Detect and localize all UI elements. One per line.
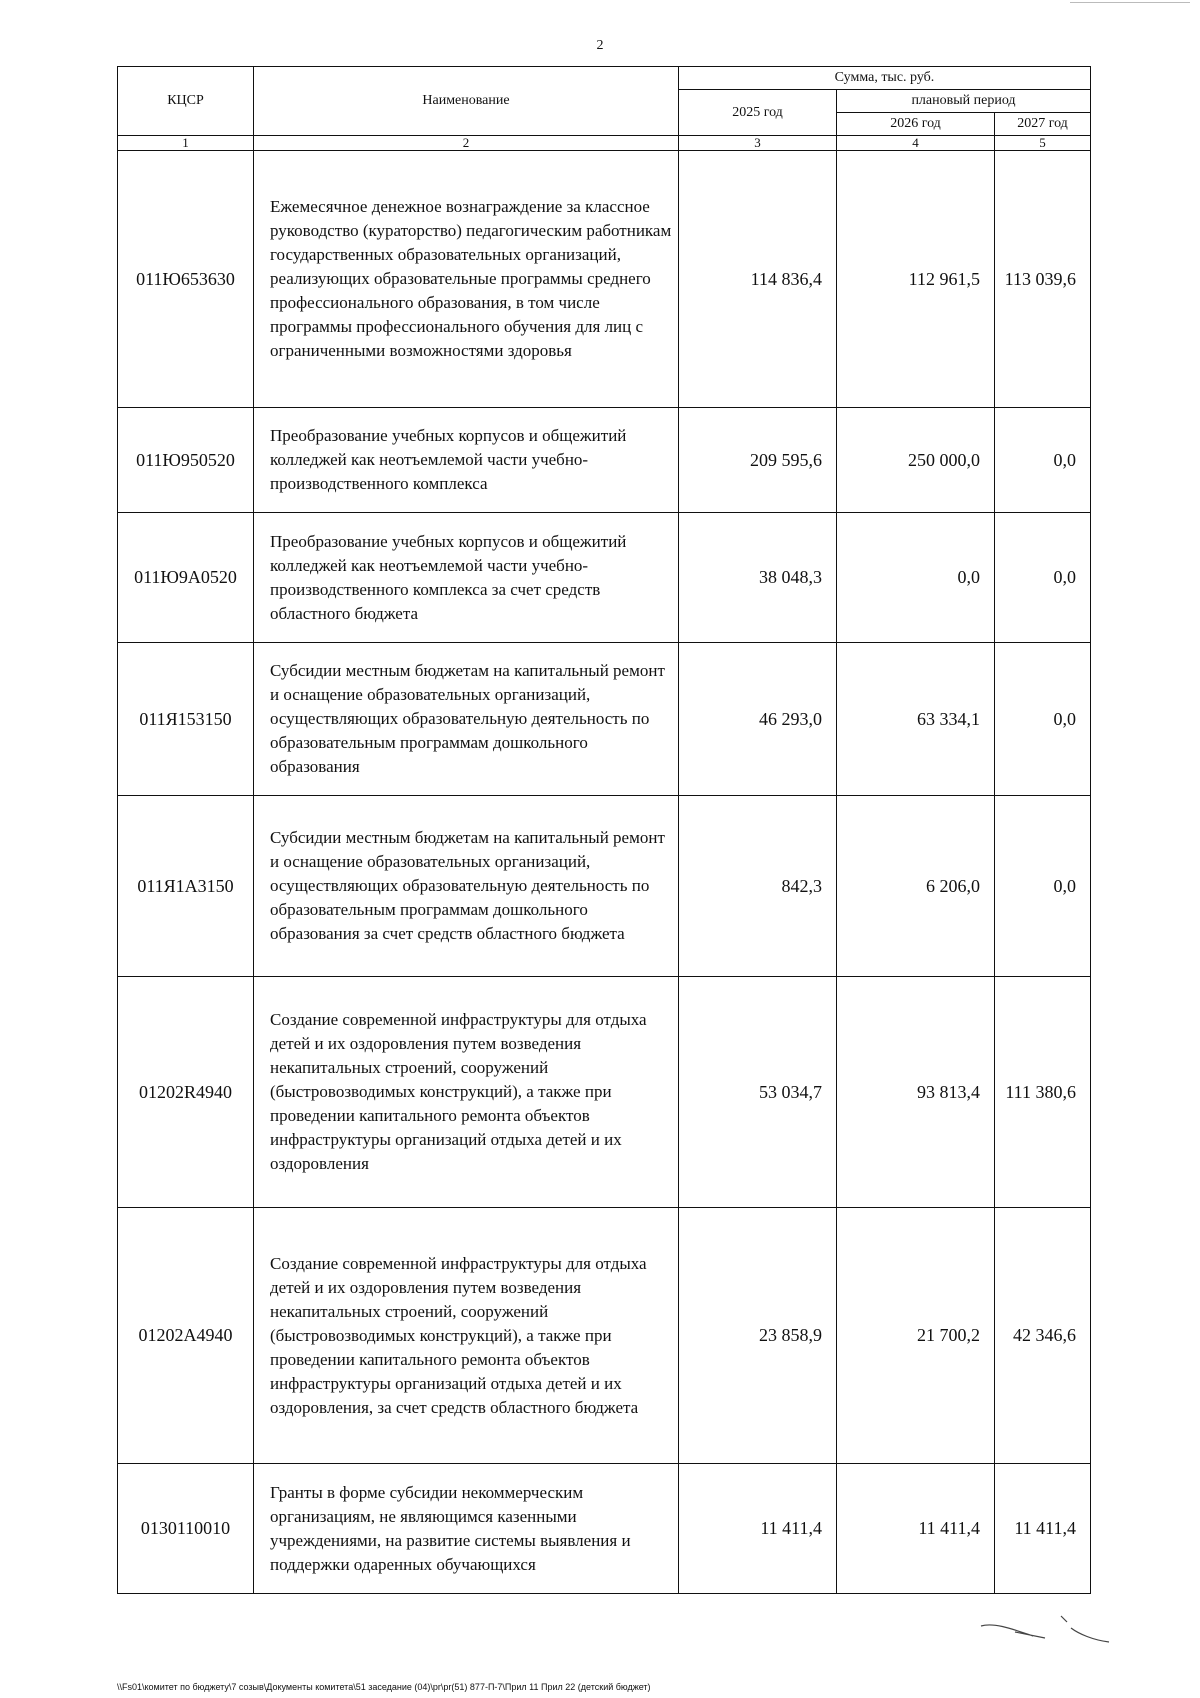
footer-file-path: \\Fs01\комитет по бюджету\7 созыв\Документы комитета\51 заседание (04)\pr\pr(51) 877-П-7\Прил 11 Прил 22 (детский бюджет): [117, 1682, 651, 1692]
row-code: 011Ю653630: [118, 151, 254, 408]
table-row: [118, 796, 1091, 977]
header-sum: Сумма, тыс. руб.: [679, 67, 1091, 90]
row-value-2025: 53 034,7: [679, 977, 837, 1208]
row-value-2027: 0,0: [995, 643, 1091, 796]
row-code: 011Ю9А0520: [118, 513, 254, 643]
row-code: 011Ю950520: [118, 408, 254, 513]
row-value-2027: 11 411,4: [995, 1464, 1091, 1594]
row-value-2026: 6 206,0: [837, 796, 995, 977]
table-row: [118, 151, 1091, 408]
row-value-2027: 0,0: [995, 796, 1091, 977]
header-2027: 2027 год: [995, 113, 1091, 136]
row-value-2027: 0,0: [995, 513, 1091, 643]
header-code: КЦСР: [118, 67, 254, 136]
header-name: Наименование: [254, 67, 679, 136]
table-row: [118, 1208, 1091, 1464]
row-value-2025: 842,3: [679, 796, 837, 977]
header-2025: 2025 год: [679, 90, 837, 136]
row-value-2026: 11 411,4: [837, 1464, 995, 1594]
row-code: 011Я1А3150: [118, 796, 254, 977]
row-value-2026: 63 334,1: [837, 643, 995, 796]
header-planned-period: плановый период: [837, 90, 1091, 113]
table-row: [118, 977, 1091, 1208]
column-number: 3: [679, 136, 837, 151]
row-name: Субсидии местным бюджетам на капитальный ремонт и оснащение образовательных организаций, осуществляющих образовательную деятельность по образовательным программам дошкольного образования: [254, 643, 679, 796]
header-2026: 2026 год: [837, 113, 995, 136]
column-number-row: [118, 136, 1091, 151]
row-code: 01202А4940: [118, 1208, 254, 1464]
column-number: 4: [837, 136, 995, 151]
table-row: [118, 643, 1091, 796]
row-value-2025: 46 293,0: [679, 643, 837, 796]
column-number: 2: [254, 136, 679, 151]
page-number: 2: [596, 38, 604, 53]
row-value-2026: 112 961,5: [837, 151, 995, 408]
row-value-2026: 21 700,2: [837, 1208, 995, 1464]
column-number: 5: [995, 136, 1091, 151]
table-row: [118, 1464, 1091, 1594]
row-value-2026: 93 813,4: [837, 977, 995, 1208]
budget-table: [117, 66, 1091, 1594]
scan-edge-line: [1070, 2, 1190, 3]
row-name: Преобразование учебных корпусов и общежитий колледжей как неотъемлемой части учебно-производственного комплекса: [254, 408, 679, 513]
row-value-2027: 0,0: [995, 408, 1091, 513]
row-value-2027: 42 346,6: [995, 1208, 1091, 1464]
row-name: Преобразование учебных корпусов и общежитий колледжей как неотъемлемой части учебно-производственного комплекса за счет средств областного бюджета: [254, 513, 679, 643]
row-value-2026: 0,0: [837, 513, 995, 643]
column-number: 1: [118, 136, 254, 151]
row-code: 011Я153150: [118, 643, 254, 796]
row-value-2025: 38 048,3: [679, 513, 837, 643]
row-code: 0130110010: [118, 1464, 254, 1594]
row-value-2025: 209 595,6: [679, 408, 837, 513]
row-name: Субсидии местным бюджетам на капитальный ремонт и оснащение образовательных организаций, осуществляющих образовательную деятельность по образовательным программам дошкольного образования за счет средств областного бюджета: [254, 796, 679, 977]
row-value-2025: 114 836,4: [679, 151, 837, 408]
signature-mark: [975, 1612, 1115, 1662]
row-name: Создание современной инфраструктуры для отдыха детей и их оздоровления путем возведения некапитальных строений, сооружений (быстровозводимых конструкций), а также при проведении капитального ремонта объектов инфраструктуры организаций отдыха детей и их оздоровления: [254, 977, 679, 1208]
row-name: Создание современной инфраструктуры для отдыха детей и их оздоровления путем возведения некапитальных строений, сооружений (быстровозводимых конструкций), а также при проведении капитального ремонта объектов инфраструктуры организаций отдыха детей и их оздоровления, за счет средств областного бюджета: [254, 1208, 679, 1464]
row-name: Гранты в форме субсидии некоммерческим организациям, не являющимся казенными учреждениями, на развитие системы выявления и поддержки одаренных обучающихся: [254, 1464, 679, 1594]
row-value-2025: 11 411,4: [679, 1464, 837, 1594]
row-value-2027: 111 380,6: [995, 977, 1091, 1208]
row-value-2025: 23 858,9: [679, 1208, 837, 1464]
row-name: Ежемесячное денежное вознаграждение за классное руководство (кураторство) педагогическим работникам государственных образовательных организаций, реализующих образовательные программы среднего профессионального образования, в том числе программы профессионального обучения для лиц с ограниченными возможностями здоровья: [254, 151, 679, 408]
row-value-2026: 250 000,0: [837, 408, 995, 513]
row-value-2027: 113 039,6: [995, 151, 1091, 408]
table-row: [118, 513, 1091, 643]
table-row: [118, 408, 1091, 513]
row-code: 01202R4940: [118, 977, 254, 1208]
